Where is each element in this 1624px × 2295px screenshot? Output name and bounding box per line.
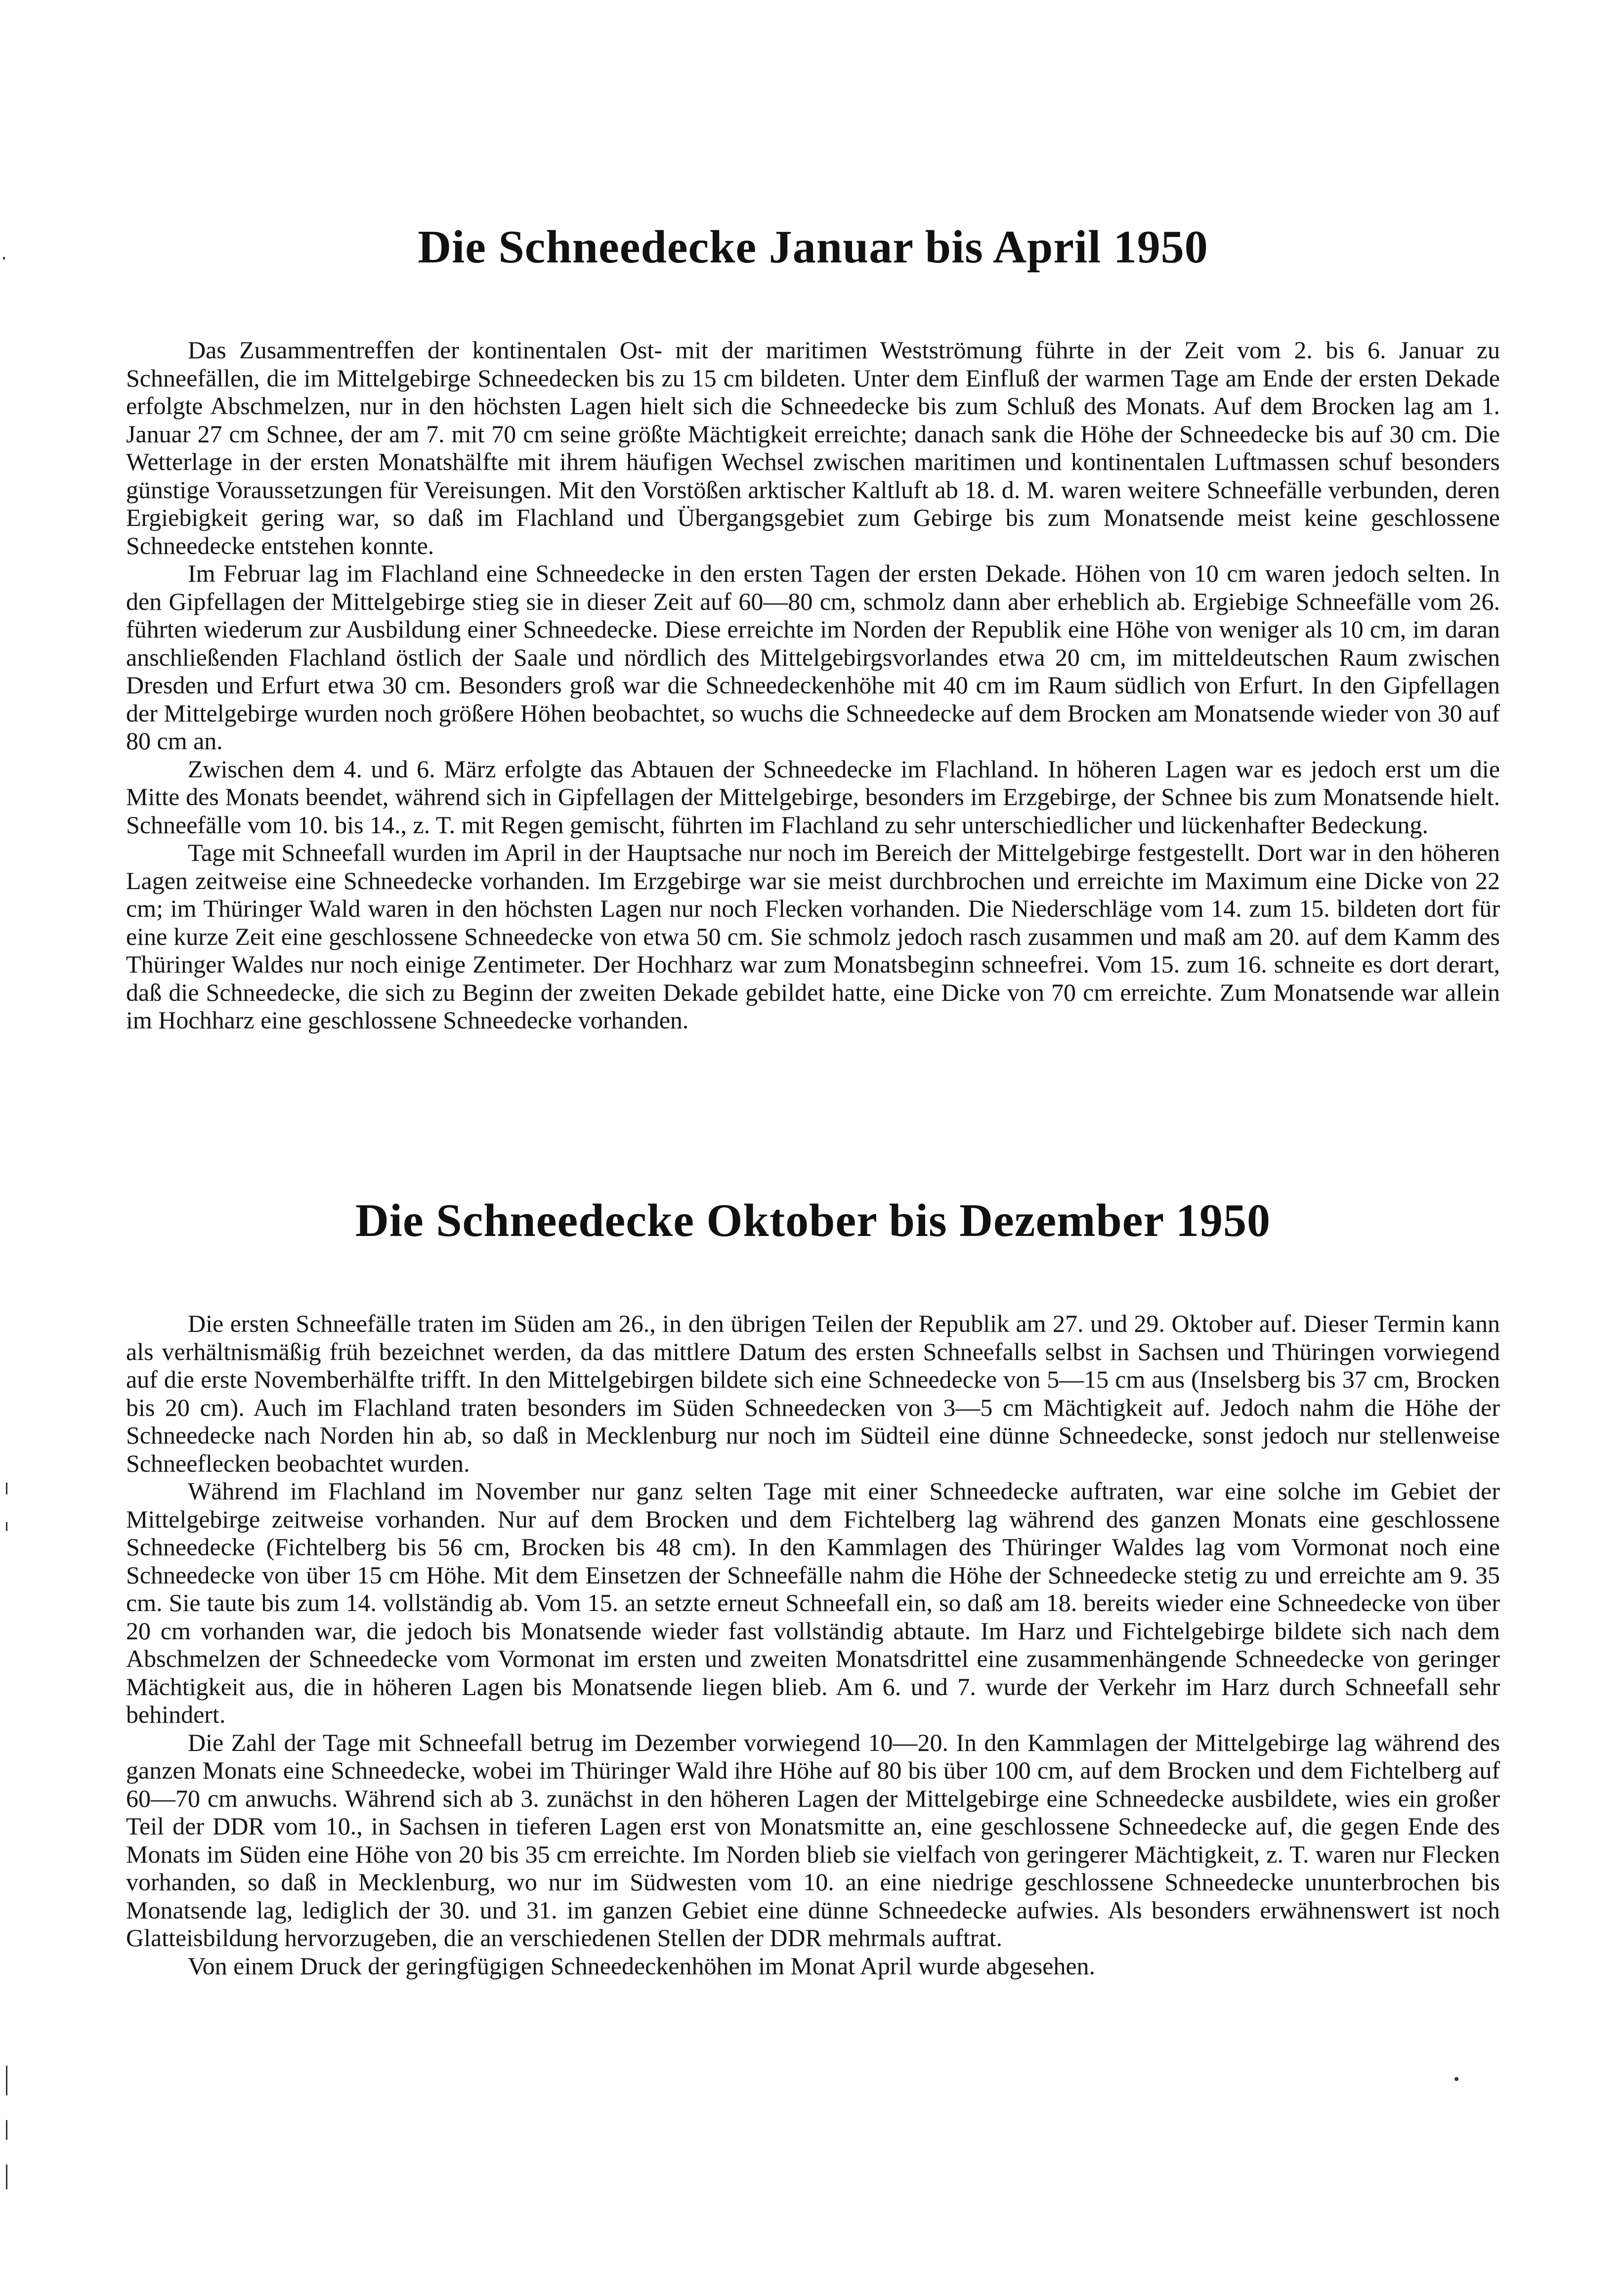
scan-edge-mark bbox=[6, 1483, 7, 1494]
scan-edge-mark bbox=[6, 2165, 7, 2189]
section-title: Die Schneedecke Januar bis April 1950 bbox=[418, 221, 1208, 273]
scan-edge-mark bbox=[6, 1522, 7, 1531]
section-jan-apr bbox=[126, 217, 1500, 1034]
paragraph: Zwischen dem 4. und 6. März erfolgte das Abtauen der Schneedecke im Flachland. In höheren Lagen war es jedoch erst um die Mitte des Monats beendet, während sich in Gipfellagen der Mittelgebirge, besonders im Erzgebirge, der Schnee bis zum Monatsende hielt. Schneefälle vom 10. bis 14., z. T. mit Regen gemischt, führten im Flachland zu sehr unterschiedlicher und lückenhafter Bedeckung. bbox=[126, 755, 1500, 839]
section-oct-dec bbox=[126, 1191, 1500, 1980]
paragraph: Während im Flachland im November nur ganz selten Tage mit einer Schneedecke auftraten, war eine solche im Gebiet der Mittelgebirge zeitweise vorhanden. Nur auf dem Brocken und dem Fichtelberg lag während des ganzen Monats eine geschlossene Schneedecke (Fichtelberg bis 56 cm, Brocken bis 48 cm). In den Kammlagen des Thüringer Waldes lag vom Vormonat noch eine Schneedecke von über 15 cm Höhe. Mit dem Einsetzen der Schneefälle nahm die Höhe der Schneedecke stetig zu und erreichte am 9. 35 cm. Sie taute bis zum 14. vollständig ab. Vom 15. an setzte erneut Schneefall ein, so daß am 18. bereits wieder eine Schneedecke von über 20 cm vorhanden war, die jedoch bis Monatsende wieder fast vollständig abtaute. Im Harz und Fichtelgebirge bildete sich nach dem Abschmelzen der Schneedecke vom Vormonat im ersten und zweiten Monatsdrittel eine zusammenhängende Schneedecke von geringer Mächtigkeit aus, die in höheren Lagen bis Monatsende liegen blieb. Am 6. und 7. wurde der Verkehr im Harz durch Schneefall sehr behindert. bbox=[126, 1477, 1500, 1728]
paragraph: Das Zusammentreffen der kontinentalen Ost- mit der maritimen Westströmung führte in der Zeit vom 2. bis 6. Januar zu Schneefällen, die im Mittelgebirge Schneedecken bis zu 15 cm bildeten. Unter dem Einfluß der warmen Tage am Ende der ersten Dekade erfolgte Abschmelzen, nur in den höchsten Lagen hielt sich die Schneedecke bis zum Schluß des Monats. Auf dem Brocken lag am 1. Januar 27 cm Schnee, der am 7. mit 70 cm seine größte Mächtigkeit erreichte; danach sank die Höhe der Schneedecke bis auf 30 cm. Die Wetterlage in der ersten Monatshälfte mit ihrem häufigen Wechsel zwischen maritimen und kontinentalen Luftmassen schuf besonders günstige Voraussetzungen für Vereisungen. Mit den Vorstößen arktischer Kaltluft ab 18. d. M. waren weitere Schneefälle verbunden, deren Ergiebigkeit gering war, so daß im Flachland und Übergangsgebiet zum Gebirge bis zum Monatsende meist keine geschlossene Schneedecke entstehen konnte. bbox=[126, 336, 1500, 559]
scan-edge-mark bbox=[3, 257, 5, 259]
paragraph: Tage mit Schneefall wurden im April in der Hauptsache nur noch im Bereich der Mittelgebirge festgestellt. Dort war in den höheren Lagen zeitweise eine Schneedecke vorhanden. Im Erzgebirge war sie meist durchbrochen und erreichte im Maximum eine Dicke von 22 cm; im Thüringer Wald waren in den höchsten Lagen nur noch Flecken vorhanden. Die Niederschläge vom 14. zum 15. bildeten dort für eine kurze Zeit eine geschlossene Schneedecke von etwa 50 cm. Sie schmolz jedoch rasch zusammen und maß am 20. auf dem Kamm des Thüringer Waldes nur noch einige Zentimeter. Der Hochharz war zum Monatsbeginn schneefrei. Vom 15. zum 16. schneite es dort derart, daß die Schneedecke, die sich zu Beginn der zweiten Dekade gebildet hatte, eine Dicke von 70 cm erreichte. Zum Monatsende war allein im Hochharz eine geschlossene Schneedecke vorhanden. bbox=[126, 839, 1500, 1034]
section-title: Die Schneedecke Oktober bis Dezember 1950 bbox=[355, 1195, 1271, 1246]
paragraph: Von einem Druck der geringfügigen Schneedeckenhöhen im Monat April wurde abgesehen. bbox=[188, 1952, 1096, 1980]
scan-edge-mark bbox=[6, 2066, 7, 2095]
paragraph: Im Februar lag im Flachland eine Schneedecke in den ersten Tagen der ersten Dekade. Höhen von 10 cm waren jedoch selten. In den Gipfellagen der Mittelgebirge stieg sie in dieser Zeit auf 60—80 cm, schmolz dann aber erheblich ab. Ergiebige Schneefälle vom 26. führten wiederum zur Ausbildung einer Schneedecke. Diese erreichte im Norden der Republik eine Höhe von weniger als 10 cm, im daran anschließenden Flachland östlich der Saale und nördlich des Mittelgebirgsvorlandes etwa 20 cm, im mitteldeutschen Raum zwischen Dresden und Erfurt etwa 30 cm. Besonders groß war die Schneedeckenhöhe mit 40 cm im Raum südlich von Erfurt. In den Gipfellagen der Mittelgebirge wurden noch größere Höhen beobachtet, so wuchs die Schneedecke auf dem Brocken am Monatsende wieder von 30 auf 80 cm an. bbox=[126, 559, 1500, 755]
scan-edge-mark bbox=[6, 2120, 7, 2140]
paragraph: Die ersten Schneefälle traten im Süden am 26., in den übrigen Teilen der Republik am 27. und 29. Oktober auf. Dieser Termin kann als verhältnismäßig früh bezeichnet werden, da das mittlere Datum des ersten Schneefalls selbst in Sachsen und Thüringen vorwiegend auf die erste Novemberhälfte trifft. In den Mittelgebirgen bildete sich eine Schneedecke von 5—15 cm aus (Inselsberg bis 37 cm, Brocken bis 20 cm). Auch im Flachland traten besonders im Süden Schneedecken von 3—5 cm Mächtigkeit auf. Jedoch nahm die Höhe der Schneedecke nach Norden hin ab, so daß in Mecklenburg nur noch im Südteil eine dünne Schneedecke, sonst jedoch nur stellenweise Schneeflecken beobachtet wurden. bbox=[126, 1310, 1500, 1477]
paragraph: Die Zahl der Tage mit Schneefall betrug im Dezember vorwiegend 10—20. In den Kammlagen der Mittelgebirge lag während des ganzen Monats eine Schneedecke, wobei im Thüringer Wald ihre Höhe auf 80 bis über 100 cm, auf dem Brocken und dem Fichtelberg auf 60—70 cm anwuchs. Während sich ab 3. zunächst in den höheren Lagen der Mittelgebirge eine Schneedecke ausbildete, wies ein großer Teil der DDR vom 10., in Sachsen in tieferen Lagen erst von Monatsmitte an, eine geschlossene Schneedecke auf, die gegen Ende des Monats im Süden eine Höhe von 20 bis 35 cm erreichte. Im Norden blieb sie vielfach von geringerer Mächtigkeit, z. T. waren nur Flecken vorhanden, so daß in Mecklenburg, wo nur im Südwesten vom 10. an eine niedrige geschlossene Schneedecke ununterbrochen bis Monatsende lag, lediglich der 30. und 31. im ganzen Gebiet eine dünne Schneedecke aufwies. Als besonders erwähnenswert ist noch Glatteisbildung hervorzugeben, die an verschiedenen Stellen der DDR mehrmals auftrat. bbox=[126, 1728, 1500, 1952]
scan-dot-mark bbox=[1454, 2077, 1458, 2081]
